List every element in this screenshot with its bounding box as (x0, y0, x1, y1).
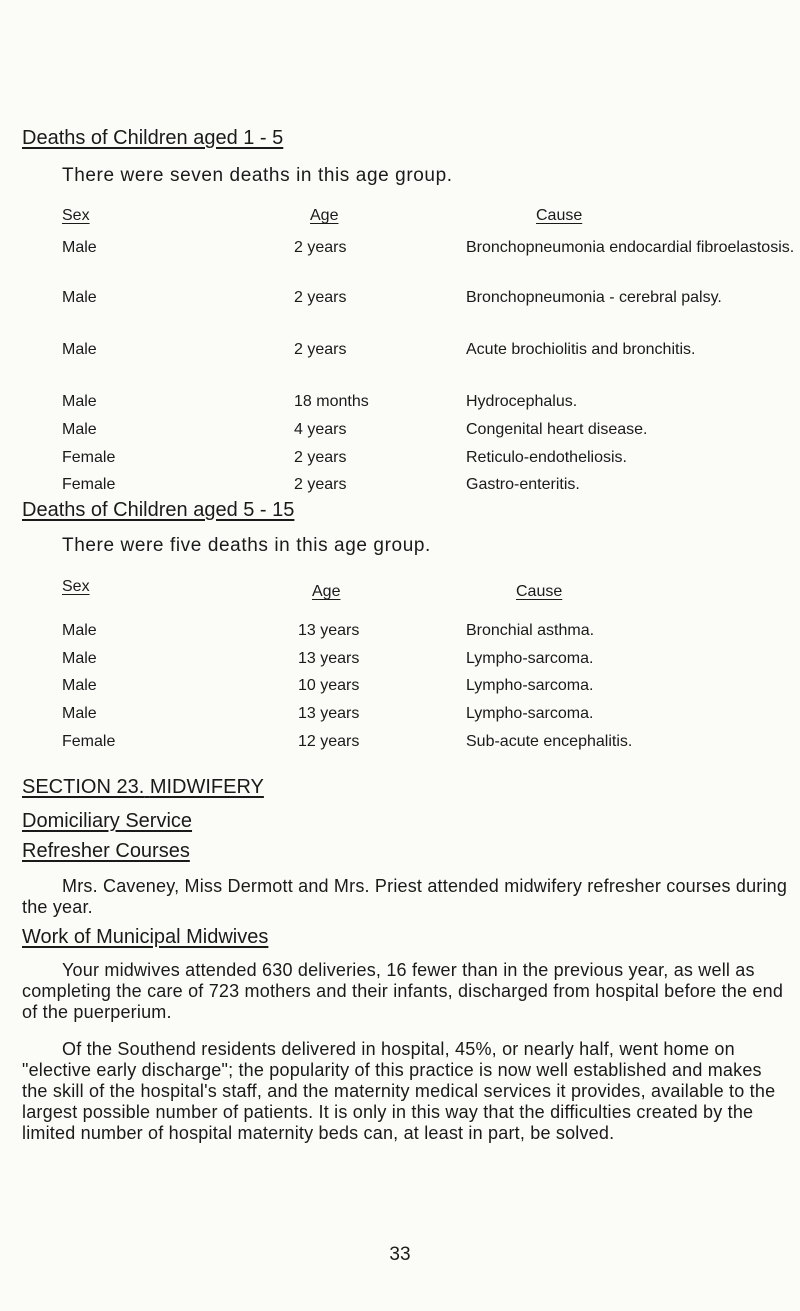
cell-sex: Male (62, 289, 97, 306)
cell-sex: Female (62, 733, 116, 750)
cell-sex: Male (62, 622, 97, 639)
section1-col-age: Age (310, 207, 339, 224)
section2-heading: Deaths of Children aged 5 - 15 (22, 499, 295, 521)
section-name: MIDWIFERY (149, 776, 264, 798)
cell-cause: Reticulo-endotheliosis. (466, 449, 627, 466)
cell-age: 13 years (298, 622, 360, 639)
cell-cause: Acute brochiolitis and bronchitis. (466, 341, 696, 358)
work-heading: Work of Municipal Midwives (22, 926, 269, 948)
domiciliary-heading: Domiciliary Service (22, 810, 193, 832)
section2-col-sex: Sex (62, 578, 90, 595)
cell-cause: Lympho-sarcoma. (466, 705, 594, 722)
cell-cause: Lympho-sarcoma. (466, 650, 594, 667)
page-number: 33 (389, 1244, 411, 1265)
section1-heading: Deaths of Children aged 1 - 5 (22, 127, 284, 149)
section2-col-age: Age (312, 583, 341, 600)
cell-age: 12 years (298, 733, 360, 750)
cell-sex: Male (62, 341, 97, 358)
section-number: SECTION 23. (22, 776, 145, 798)
cell-cause: Hydrocephalus. (466, 393, 578, 410)
cell-cause: Bronchopneumonia - cerebral palsy. (466, 289, 722, 306)
cell-sex: Female (62, 476, 116, 493)
refresher-heading: Refresher Courses (22, 840, 190, 862)
cell-sex: Male (62, 650, 97, 667)
cell-sex: Female (62, 449, 116, 466)
cell-age: 2 years (294, 341, 347, 358)
section2-col-cause: Cause (516, 583, 563, 600)
cell-sex: Male (62, 239, 97, 256)
cell-sex: Male (62, 393, 97, 410)
cell-age: 2 years (294, 449, 347, 466)
cell-age: 2 years (294, 239, 347, 256)
cell-age: 4 years (294, 421, 347, 438)
refresher-paragraph: Mrs. Caveney, Miss Dermott and Mrs. Priest attended midwifery refresher courses during the year. (22, 876, 788, 917)
cell-sex: Male (62, 677, 97, 694)
midwifery-section-title (22, 776, 264, 799)
cell-cause: Lympho-sarcoma. (466, 677, 594, 694)
cell-cause: Gastro-enteritis. (466, 476, 580, 493)
work-paragraph-1: Your midwives attended 630 deliveries, 16 fewer than in the previous year, as well as completing the care of 723 mothers and their infants, discharged from hospital before the end of the puerperium. (22, 960, 784, 1022)
cell-sex: Male (62, 421, 97, 438)
section1-col-sex: Sex (62, 207, 90, 224)
cell-cause: Sub-acute encephalitis. (466, 733, 633, 750)
cell-age: 13 years (298, 705, 360, 722)
work-paragraph-2: Of the Southend residents delivered in hospital, 45%, or nearly half, went home on "elective early discharge"; the popularity of this practice is now well established and makes the skill of the hospital's staff, and the maternity medical services it provides, available to the largest possible number of patients. It is only in this way that the difficulties created by the limited number of hospital maternity beds can, at least in part, be solved. (22, 1039, 776, 1143)
cell-cause: Congenital heart disease. (466, 421, 648, 438)
cell-age: 13 years (298, 650, 360, 667)
cell-cause: Bronchopneumonia endocardial fibroelastosis. (466, 239, 795, 256)
section1-intro: There were seven deaths in this age group. (62, 165, 453, 186)
cell-sex: Male (62, 705, 97, 722)
cell-age: 2 years (294, 476, 347, 493)
cell-age: 18 months (294, 393, 369, 410)
cell-age: 10 years (298, 677, 360, 694)
cell-age: 2 years (294, 289, 347, 306)
cell-cause: Bronchial asthma. (466, 622, 595, 639)
section1-col-cause: Cause (536, 207, 583, 224)
section2-intro: There were five deaths in this age group. (62, 535, 431, 556)
